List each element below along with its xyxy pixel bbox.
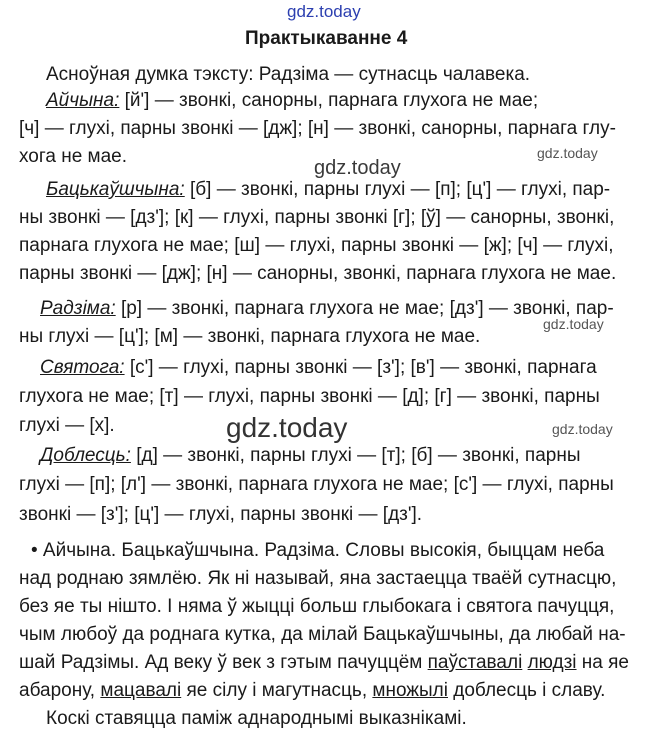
watermark: gdz.today bbox=[552, 421, 613, 437]
exercise-title: Практыкаванне 4 bbox=[245, 28, 408, 49]
word-analysis-line: хога не мае. bbox=[19, 146, 128, 167]
word-analysis-line: Бацькаўшчына: [б] — звонкі, парны глухі — [п]; [ц'] — глухі, пар- bbox=[46, 179, 611, 200]
analysed-word: Святога: bbox=[40, 357, 125, 378]
underlined-subject: людзі bbox=[527, 652, 577, 673]
word-analysis-line: глухі — [п]; [л'] — звонкі, парнага глухога не мае; [с'] — глухі, парны bbox=[19, 474, 614, 495]
word-analysis-line: Айчына: [й'] — звонкі, санорны, парнага глухога не мае; bbox=[46, 90, 539, 111]
word-analysis-line: глухі — [х]. bbox=[19, 415, 115, 436]
analysed-word: Доблесць: bbox=[40, 445, 131, 466]
word-analysis-line: [ч] — глухі, парны звонкі — [дж]; [н] — звонкі, санорны, парнага глу- bbox=[19, 118, 616, 139]
underlined-predicate: паўставалі bbox=[427, 652, 523, 673]
analysed-word: Айчына: bbox=[46, 90, 120, 111]
word-analysis-line: парнага глухога не мае; [ш] — глухі, парны звонкі — [ж]; [ч] — глухі, bbox=[19, 235, 614, 256]
word-analysis-line: ны глухі — [ц']; [м] — звонкі, парнага глухога не мае. bbox=[19, 326, 481, 347]
text-line: абарону, мацавалі яе сілу і магутнасць, множылі доблесць і славу. bbox=[19, 680, 606, 701]
watermark-top: gdz.today bbox=[287, 2, 361, 21]
word-analysis-line: Радзіма: [р] — звонкі, парнага глухога не мае; [дз'] — звонкі, пар- bbox=[40, 298, 614, 319]
text-line: шай Радзімы. Ад веку ў век з гэтым пачуццём паўставалі людзі на яе bbox=[19, 652, 630, 673]
word-analysis-line: Святога: [с'] — глухі, парны звонкі — [з']; [в'] — звонкі, парнага bbox=[40, 357, 597, 378]
text-line: без яе ты нішто. І няма ў жыцці больш глыбокага і святога пачуцця, bbox=[19, 596, 615, 617]
watermark: gdz.today bbox=[226, 412, 348, 443]
analysed-word: Радзіма: bbox=[40, 298, 116, 319]
watermark: gdz.today bbox=[314, 157, 401, 179]
word-analysis-line: ны звонкі — [дз']; [к] — глухі, парны звонкі [г]; [ў] — санорны, звонкі, bbox=[19, 207, 615, 228]
main-idea: Асноўная думка тэксту: Радзіма — сутнасць чалавека. bbox=[46, 64, 531, 85]
underlined-predicate: множылі bbox=[372, 680, 448, 701]
watermark: gdz.today bbox=[537, 145, 598, 161]
word-analysis-line: Доблесць: [д] — звонкі, парны глухі — [т]; [б] — звонкі, парны bbox=[40, 445, 581, 466]
word-analysis-line: парны звонкі — [дж]; [н] — санорны, звонкі, парнага глухога не мае. bbox=[19, 263, 617, 284]
text-line: над роднаю зямлёю. Як ні называй, яна застаецца тваёй сутнасцю, bbox=[19, 568, 617, 589]
word-analysis-line: звонкі — [з']; [ц'] — глухі, парны звонкі — [дз']. bbox=[19, 504, 423, 525]
watermark: gdz.today bbox=[543, 316, 604, 332]
text-line: чым любоў да роднага кутка, да мілай Бацькаўшчыны, да любай на- bbox=[19, 624, 626, 645]
text-line: • Айчына. Бацькаўшчына. Радзіма. Словы высокія, быццам неба bbox=[31, 540, 605, 561]
analysed-word: Бацькаўшчына: bbox=[46, 179, 185, 200]
word-analysis-line: глухога не мае; [т] — глухі, парны звонкі — [д]; [г] — звонкі, парны bbox=[19, 386, 600, 407]
underlined-predicate: мацавалі bbox=[100, 680, 182, 701]
text-line: Коскі ставяцца паміж аднароднымі выказнікамі. bbox=[46, 708, 467, 729]
